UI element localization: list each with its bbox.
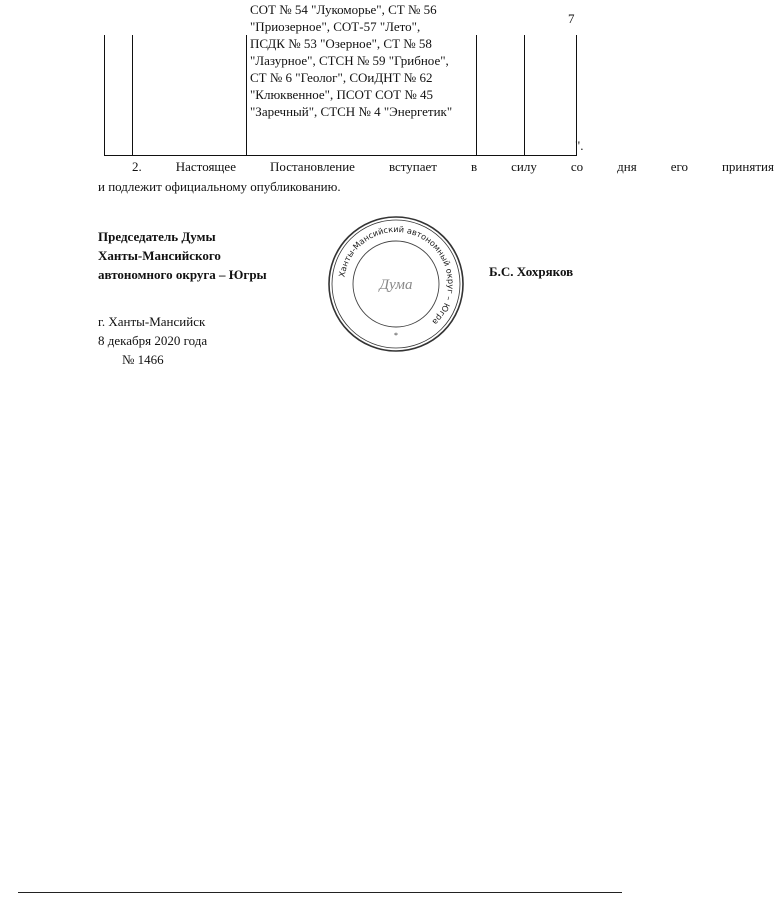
table-column-divider [246,35,247,156]
signatory-title-line: автономного округа – Югры [98,267,267,282]
table-cell-text [250,1,478,120]
signatory-name: Б.С. Хохряков [489,264,574,279]
paragraph-word: дня [617,159,637,174]
paragraph-line-2: и подлежит официальному опубликованию. [98,179,341,194]
official-seal-stamp [326,214,466,354]
page-number: 7 [568,11,575,26]
table-cell-line: "Приозерное", СОТ-57 "Лето", [250,19,421,34]
table-column-divider [132,35,133,156]
paragraph-word: Настоящее [175,159,236,174]
table-bottom-border [104,155,577,156]
signatory-title [98,227,267,284]
place-date-block [98,312,207,369]
date: 8 декабря 2020 года [98,333,208,348]
stamp-star-icon: * [394,331,398,340]
table-cell-line: "Заречный", СТСН № 4 "Энергетик" [250,104,453,119]
paragraph-word: 2. [132,159,142,174]
paragraph-line-1 [98,157,774,177]
paragraph-word: вступает [388,159,437,174]
table-cell-line: СТ № 6 "Геолог", СОиДНТ № 62 [250,70,433,85]
table-cell-line: СОТ № 54 "Лукоморье", СТ № 56 [250,2,437,17]
paragraph-word: в [470,159,478,174]
paragraph-word: его [670,159,688,174]
paragraph-word: силу [511,159,537,174]
table-border-left [104,35,105,156]
paragraph-word: принятия [721,159,774,174]
paragraph-2 [98,157,774,197]
table-closing-quote: ". [575,138,584,153]
signatory-title-line: Ханты-Мансийского [98,248,221,263]
table-column-divider [524,35,525,156]
paragraph-word: Постановление [269,159,355,174]
place: г. Ханты-Мансийск [98,314,206,329]
stamp-center-text: Дума [379,277,413,293]
stamp-ring-text: Ханты-Мансийский автономный округ – Югра [336,223,457,328]
table-cell-line: "Клюквенное", ПСОТ СОТ № 45 [250,87,434,102]
signatory-title-line: Председатель Думы [98,229,216,244]
table-cell-line: "Лазурное", СТСН № 59 "Грибное", [250,53,449,68]
page-bottom-rule [18,892,622,893]
table-cell-line: ПСДК № 53 "Озерное", СТ № 58 [250,36,432,51]
document-number: № 1466 [122,352,164,367]
paragraph-word: со [570,159,584,174]
